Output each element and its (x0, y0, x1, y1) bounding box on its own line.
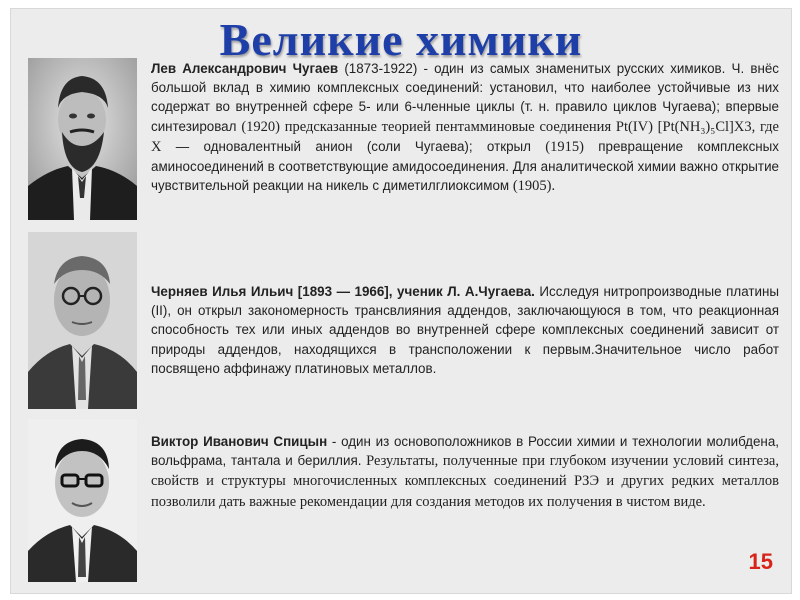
bio-text: — одновалентный анион (соли Чугаева); открыл (161, 138, 546, 154)
bio-text-serif: (1905). (512, 178, 556, 195)
slide (10, 8, 792, 594)
portrait-chugaev-photo (28, 58, 137, 220)
chemist-name: Виктор Иванович Спицын (151, 434, 328, 449)
portrait-chernyaev-photo (28, 232, 137, 409)
bio-text-serif: Результаты, полученные при глубоком изучении условий синтеза, свойств и структуры многочисленных комплексных соединений РЗЭ и других редких металлов позволили дать важные рекомендации для создания методов их получения в чистом виде. (151, 453, 779, 510)
chemist-name: Лев Александрович Чугаев (151, 61, 339, 76)
bio-chernyaev (151, 282, 779, 378)
slide-title: Великие химики (219, 14, 583, 65)
bio-text: превращение комплексных аминосоединений в соответствующие амидосоединения. Для аналитической химии важно открытие чувствительной реакции на никель с диметилглиоксимом (151, 138, 779, 194)
bio-text-serif: (1920) предсказанные теорией пентамминовые соединения Pt(IV) [Pt(NH₃)₅Cl]X3, где X (151, 118, 779, 155)
portrait-spitsyn-icon (28, 419, 137, 582)
bio-spitsyn (151, 432, 779, 512)
bio-text: Исследуя нитропроизводные платины (II), он открыл закономерность трансвлияния аддендов, заключающуюся в том, что реакционная способность тех или иных аддендов во внутренней сфере комплексных соединений зависит от природы аддендов, находящихся в трансположении к первым.Значительное число работ посвящено аффинажу платиновых металлов. (151, 284, 779, 376)
chemist-name: Черняев Илья Ильич [1893 — 1966], ученик Л. А.Чугаева. (151, 284, 535, 299)
portrait-chernyaev-icon (28, 232, 137, 409)
portrait-spitsyn-photo (28, 419, 137, 582)
portrait-chugaev-icon (28, 58, 137, 220)
page-number: 15 (748, 549, 773, 574)
bio-text-serif: (1915) (545, 138, 584, 155)
bio-text: (1873-1922) - один из самых знаменитых русских химиков. Ч. внёс большой вклад в химию комплексных соединений: установил, что наиболее устойчивые из них содержат во внутренней сфере 5- или 6-членные циклы (т. н. правило циклов Чугаева); впервые синтезировал (151, 61, 779, 134)
bio-text: - один из основоположников в России химии и технологии молибдена, вольфрама, тантала и бериллия. (151, 434, 779, 469)
bio-chugaev (151, 59, 779, 196)
